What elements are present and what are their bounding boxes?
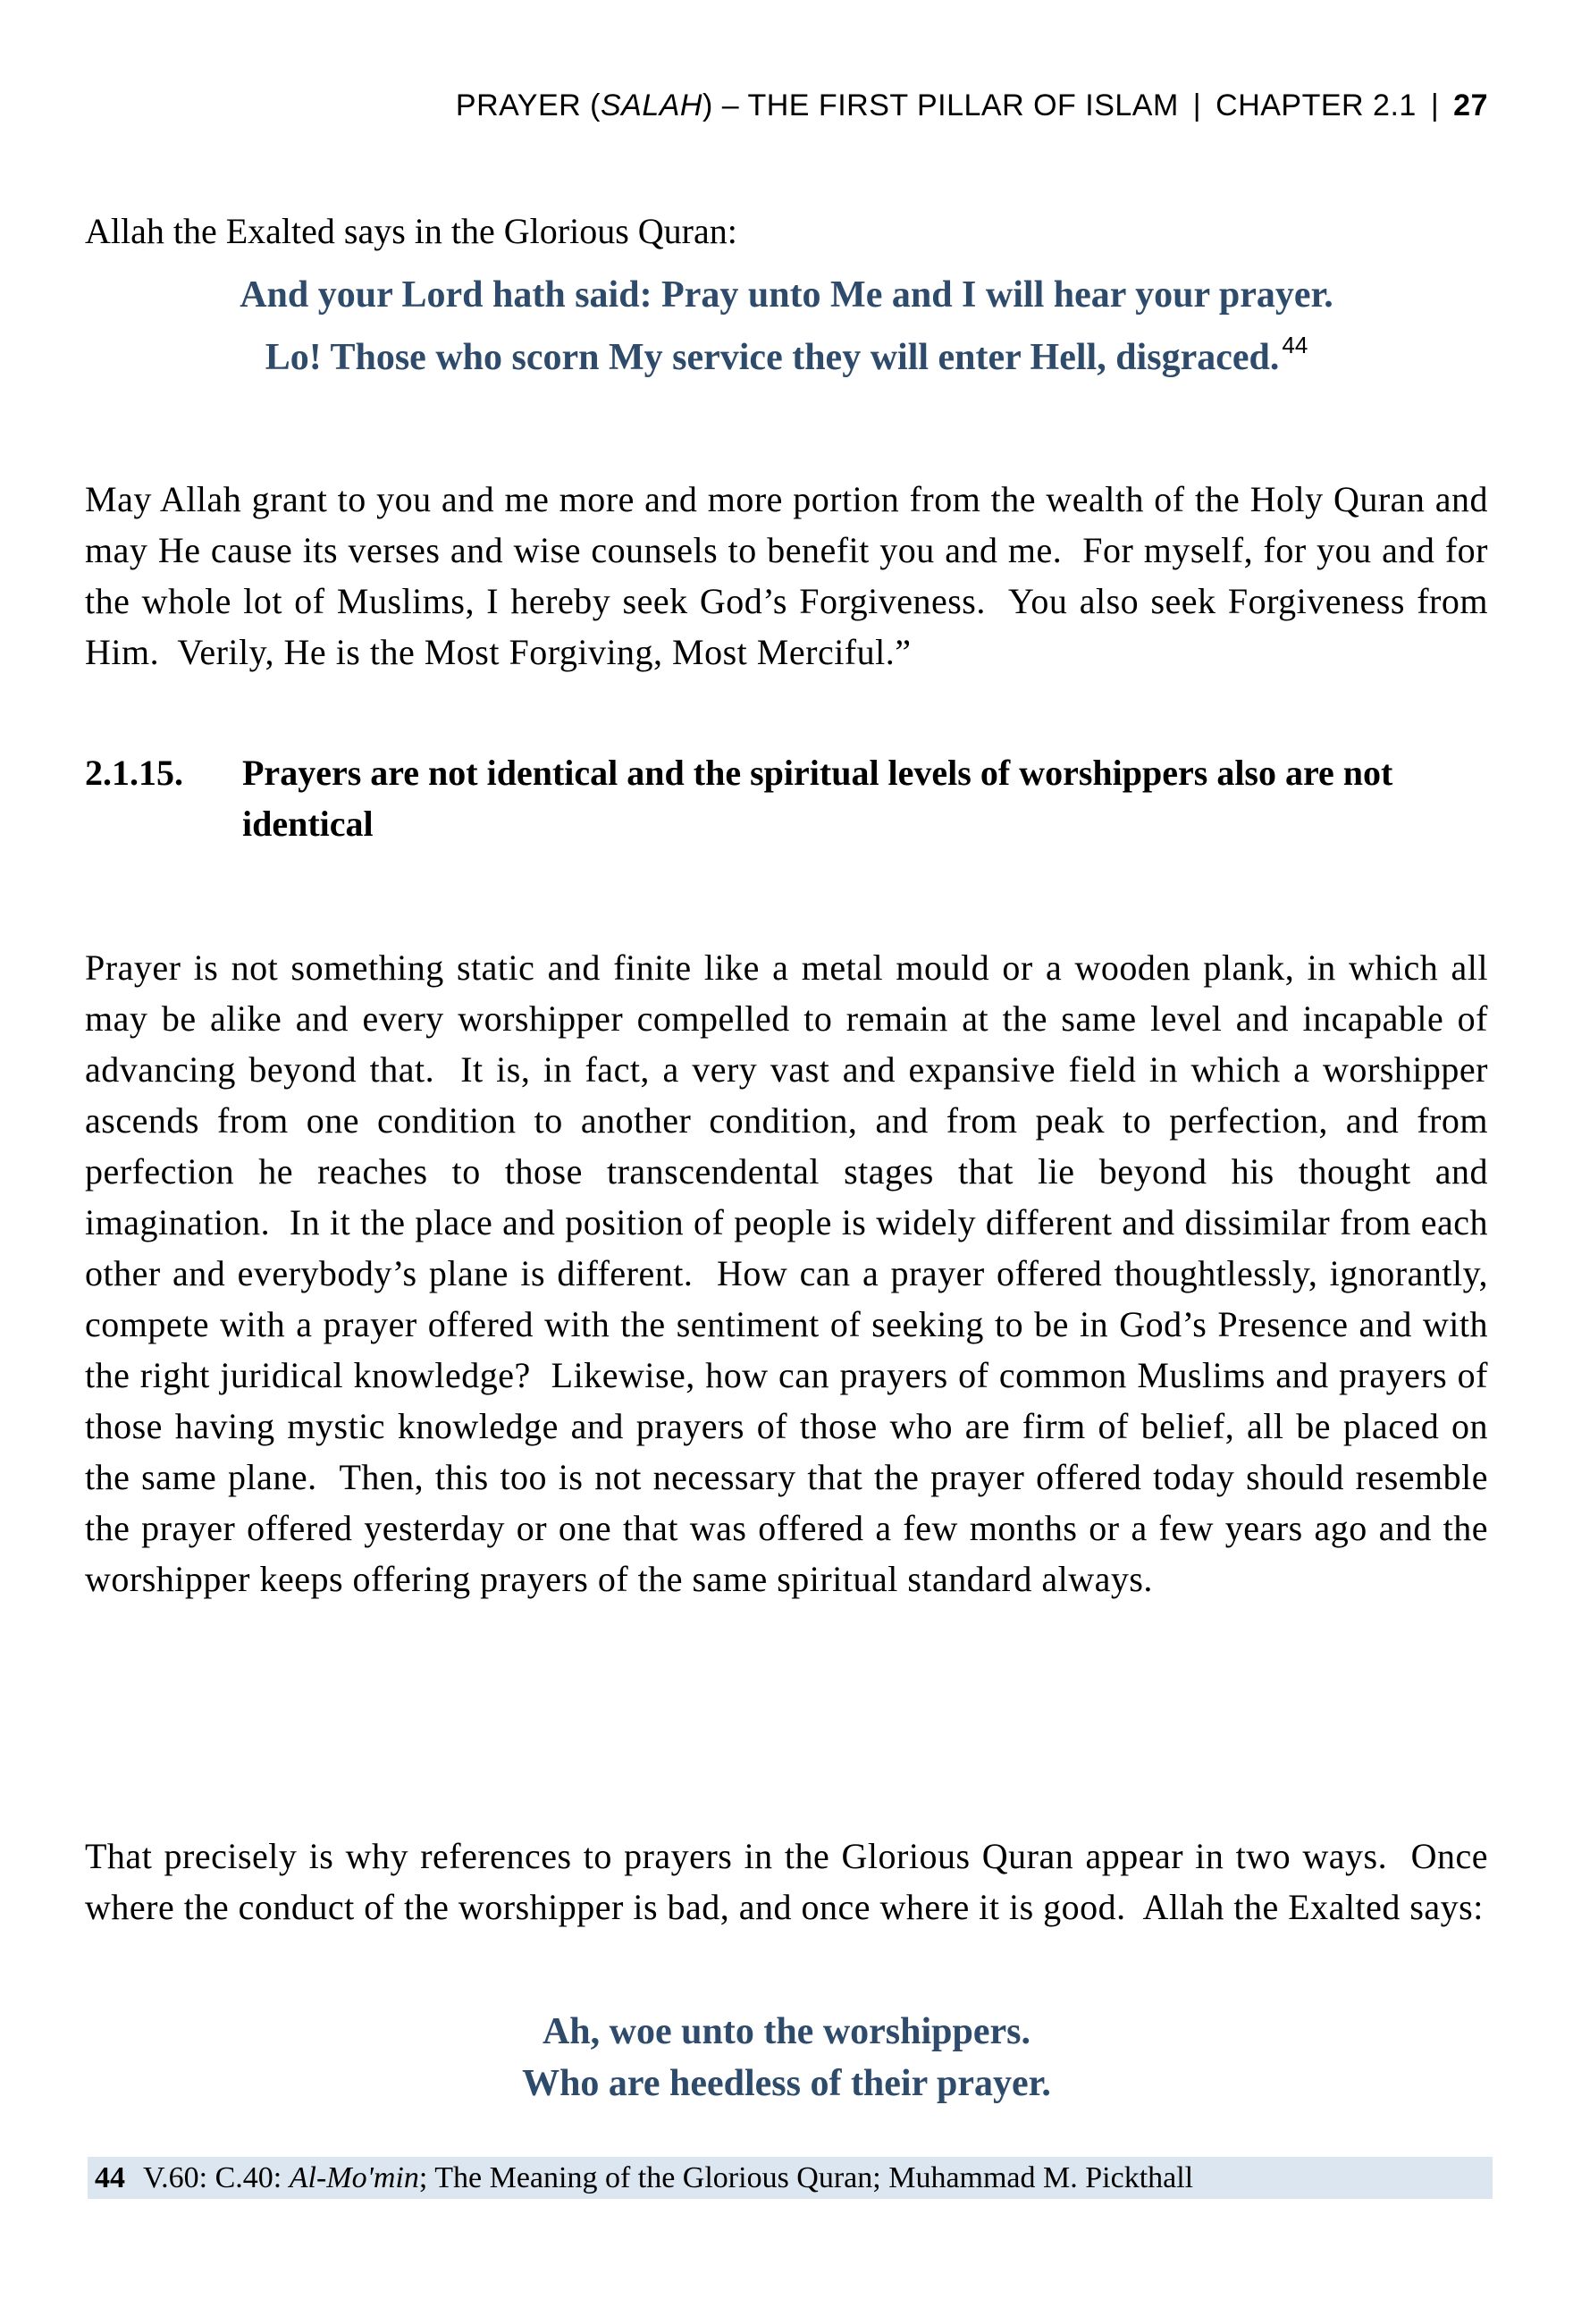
footnote-text: V.60: C.40: Al-Mo'min; The Meaning of the Glorious Quran; Muhammad M. Pickthall (143, 2160, 1194, 2194)
section-heading-text: Prayers are not identical and the spiritual levels of worshippers also are not identical (242, 753, 1393, 844)
header-title-italic: SALAH (600, 88, 702, 122)
quote-1-line-1: And your Lord hath said: Pray unto Me and I will hear your prayer. (240, 274, 1333, 316)
header-title: PRAYER (SALAH) – THE FIRST PILLAR OF ISLAM (455, 88, 1179, 122)
paragraph-may-allah-grant: May Allah grant to you and me more and more portion from the wealth of the Holy Quran and may He cause its verses and wise counsels to benefit you and me. For myself, for you and for the whole lot of Muslims, I hereby seek God’s Forgiveness. You also seek Forgiveness from Him. Verily, He is the Most Forgiving, Most Merciful.” (85, 479, 1498, 672)
header-separator: | (1192, 88, 1202, 122)
paragraph-prayer-not-static: Prayer is not something static and finite like a metal mould or a wooden plank, in which all may be alike and every worshipper compelled to remain at the same level and incapable of advancing beyond that. It is, in fact, a very vast and expansive field in which a worshipper ascends from one condition to another condition, and from peak to perfection, and from perfection he reaches to those transcendental stages that lie beyond his thought and imagination. In it the place and position of people is widely different and dissimilar from each other and everybody’s plane is different. How can a prayer offered thoughtlessly, ignorantly, compete with a prayer offered with the sentiment of seeking to be in God’s Presence and with the right juridical knowledge? Likewise, how can prayers of common Muslims and prayers of those having mystic knowledge and prayers of those who are firm of belief, all be placed on the same plane. Then, this too is not necessary that the prayer offered today should resemble the prayer offered yesterday or one that was offered a few months or a few years ago and the worshipper keeps offering prayers of the same spiritual standard always. (85, 947, 1498, 1599)
running-header (85, 88, 1488, 123)
header-chapter: CHAPTER 2.1 (1216, 88, 1417, 122)
header-separator: | (1430, 88, 1440, 122)
section-heading-number: 2.1.15. (85, 753, 183, 793)
quran-quote-2 (85, 2006, 1488, 2109)
intro-paragraph: Allah the Exalted says in the Glorious Quran: (85, 211, 737, 251)
paragraph-that-precisely: That precisely is why references to prayers in the Glorious Quran appear in two ways. Once where the conduct of the worshipper is bad, and once where it is good. Allah the Exalted says: (85, 1836, 1498, 1927)
footnote-reference-superscript: 44 (1282, 332, 1308, 358)
quran-quote-1 (85, 270, 1488, 383)
section-heading-2-1-15 (85, 747, 1488, 849)
quote-1-line-2: Lo! Those who scorn My service they will enter Hell, disgraced. (265, 337, 1280, 378)
quote-2-line-2: Who are heedless of their prayer. (522, 2063, 1051, 2104)
quote-2-line-1: Ah, woe unto the worshippers. (542, 2011, 1031, 2052)
footnote (88, 2157, 1493, 2199)
header-page-number: 27 (1453, 88, 1488, 122)
footnote-marker: 44 (95, 2160, 125, 2194)
footnote-work-title: Al-Mo'min (289, 2160, 419, 2194)
